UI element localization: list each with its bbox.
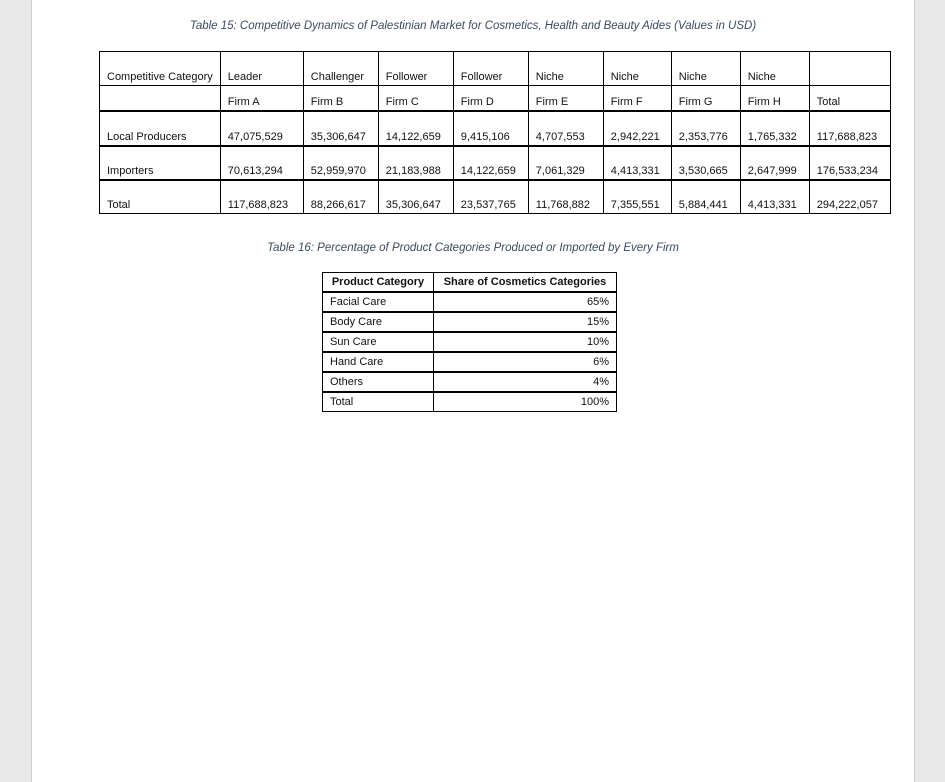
category-cell: Body Care xyxy=(323,312,434,332)
header-cell: Firm B xyxy=(303,86,378,112)
category-cell: Sun Care xyxy=(323,332,434,352)
value-cell: 4,413,331 xyxy=(603,146,671,180)
value-cell: 1,765,332 xyxy=(740,111,809,146)
value-cell: 294,222,057 xyxy=(809,180,890,214)
header-cell: Niche xyxy=(603,52,671,86)
header-cell: Share of Cosmetics Categories xyxy=(434,273,617,293)
value-cell: 5,884,441 xyxy=(671,180,740,214)
header-cell: Follower xyxy=(378,52,453,86)
value-cell: 7,355,551 xyxy=(603,180,671,214)
header-cell: Firm D xyxy=(453,86,528,112)
competitive-dynamics-table xyxy=(99,51,891,214)
header-cell: Product Category xyxy=(323,273,434,293)
header-cell: Firm E xyxy=(528,86,603,112)
table-row xyxy=(323,292,617,312)
table-row xyxy=(100,180,891,214)
value-cell: 2,942,221 xyxy=(603,111,671,146)
header-cell: Firm C xyxy=(378,86,453,112)
header-cell: Niche xyxy=(528,52,603,86)
value-cell: 47,075,529 xyxy=(220,111,303,146)
category-cell: Total xyxy=(323,392,434,412)
value-cell: 14,122,659 xyxy=(378,111,453,146)
header-cell: Total xyxy=(809,86,890,112)
row-label: Importers xyxy=(100,146,221,180)
value-cell: 52,959,970 xyxy=(303,146,378,180)
row-label: Total xyxy=(100,180,221,214)
header-cell: Firm F xyxy=(603,86,671,112)
share-cell: 100% xyxy=(434,392,617,412)
header-cell: Firm G xyxy=(671,86,740,112)
header-cell xyxy=(100,86,221,112)
table16-caption: Table 16: Percentage of Product Categories Produced or Imported by Every Firm xyxy=(267,242,679,254)
table15-header-row-2 xyxy=(100,86,891,112)
value-cell: 35,306,647 xyxy=(378,180,453,214)
header-cell: Niche xyxy=(671,52,740,86)
category-cell: Facial Care xyxy=(323,292,434,312)
header-cell: Firm H xyxy=(740,86,809,112)
value-cell: 4,707,553 xyxy=(528,111,603,146)
category-cell: Hand Care xyxy=(323,352,434,372)
header-cell: Follower xyxy=(453,52,528,86)
value-cell: 23,537,765 xyxy=(453,180,528,214)
header-cell xyxy=(809,52,890,86)
value-cell: 14,122,659 xyxy=(453,146,528,180)
table-row xyxy=(323,392,617,412)
value-cell: 70,613,294 xyxy=(220,146,303,180)
header-cell: Firm A xyxy=(220,86,303,112)
table-row xyxy=(323,332,617,352)
value-cell: 117,688,823 xyxy=(809,111,890,146)
share-cell: 15% xyxy=(434,312,617,332)
value-cell: 35,306,647 xyxy=(303,111,378,146)
value-cell: 7,061,329 xyxy=(528,146,603,180)
share-cell: 65% xyxy=(434,292,617,312)
header-cell: Competitive Category xyxy=(100,52,221,86)
share-cell: 6% xyxy=(434,352,617,372)
share-cell: 10% xyxy=(434,332,617,352)
value-cell: 3,530,665 xyxy=(671,146,740,180)
category-cell: Others xyxy=(323,372,434,392)
table15-caption: Table 15: Competitive Dynamics of Palestinian Market for Cosmetics, Health and Beauty Aides (Values in USD) xyxy=(189,20,757,32)
table16-header-row xyxy=(323,273,617,293)
value-cell: 2,647,999 xyxy=(740,146,809,180)
document-page xyxy=(31,0,915,782)
value-cell: 11,768,882 xyxy=(528,180,603,214)
table-row xyxy=(323,372,617,392)
value-cell: 88,266,617 xyxy=(303,180,378,214)
value-cell: 21,183,988 xyxy=(378,146,453,180)
header-cell: Niche xyxy=(740,52,809,86)
value-cell: 4,413,331 xyxy=(740,180,809,214)
share-cell: 4% xyxy=(434,372,617,392)
table15-header-row-1 xyxy=(100,52,891,86)
product-categories-table xyxy=(322,272,617,412)
table-row xyxy=(323,312,617,332)
table-row xyxy=(100,111,891,146)
header-cell: Leader xyxy=(220,52,303,86)
value-cell: 9,415,106 xyxy=(453,111,528,146)
value-cell: 176,533,234 xyxy=(809,146,890,180)
table-row xyxy=(323,352,617,372)
header-cell: Challenger xyxy=(303,52,378,86)
table-row xyxy=(100,146,891,180)
row-label: Local Producers xyxy=(100,111,221,146)
value-cell: 2,353,776 xyxy=(671,111,740,146)
value-cell: 117,688,823 xyxy=(220,180,303,214)
